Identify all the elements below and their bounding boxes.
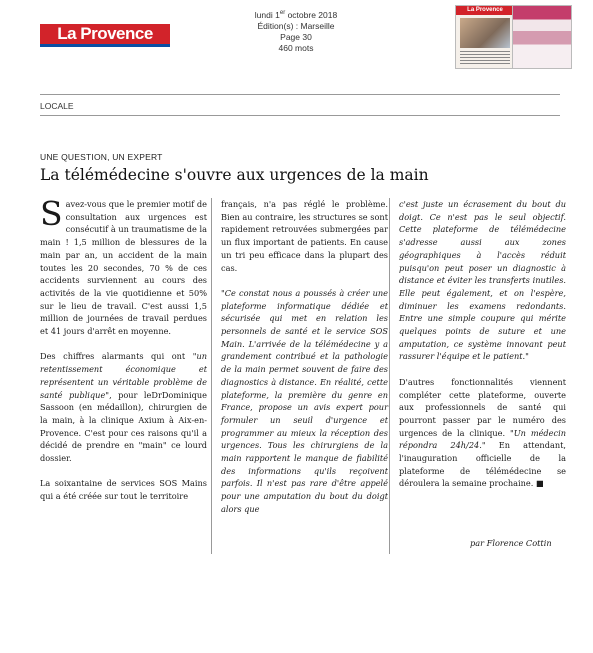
drop-cap: S <box>40 194 63 233</box>
article-column-3 <box>399 198 566 503</box>
article-column-1 <box>40 194 207 516</box>
column-divider <box>211 198 212 554</box>
column-divider <box>389 198 390 554</box>
thumbnail-masthead: La Provence <box>456 6 514 15</box>
article-page-thumbnail[interactable] <box>512 5 572 69</box>
thumbnail-page-image <box>513 6 571 68</box>
paragraph: français, n'a pas réglé le problème. Bien au contraire, les structures se sont rapidement retrouvées submergées par un flux important de patients. En cause un tri peu efficace dans la plupart des cas. <box>221 199 388 273</box>
paragraph: Des chiffres alarmants qui ont "un retentissement économique et représentent un véritable problème de santé publique", pour leDrDominique Sassoon (en médaillon), chirurgien de la main, à la clinique Axium à Aix-en-Provence. C'est pour ces raisons qu'il a décidé de prendre en "main" ce lourd dossier. <box>40 351 207 464</box>
article-title: La télémédecine s'ouvre aux urgences de la main <box>40 166 429 184</box>
thumbnail-photo <box>460 18 510 48</box>
section-label: LOCALE <box>40 101 74 111</box>
article-column-2 <box>221 198 388 528</box>
top-divider <box>40 94 560 95</box>
newspaper-logo: La Provence <box>40 24 170 47</box>
paragraph: Savez-vous que le premier motif de consultation aux urgences est consécutif à un traumatisme de la main ! 1,5 million de blessures de la main par an, un accident de la main toutes les 20 secondes, 70 % de ces accidents surviennent au cours des activités de la vie quotidienne et 50% sur le lieu de travail. C'est aussi 1,5 million de journées de travail perdues et 41 jours d'arrêt en moyenne. <box>40 194 207 337</box>
section-divider <box>40 115 560 116</box>
paragraph: La soixantaine de services SOS Mains qui a été créée sur tout le territoire <box>40 478 207 502</box>
article-byline: par Florence Cottin <box>470 538 552 548</box>
quote-paragraph: "Ce constat nous a poussés à créer une plateforme informatique dédiée et sécurisée qui met en relation les personnels de santé et le service SOS Main. L'arrivée de la télémédecine y a grandement contribué et la pathologie de la main permet souvent de faire des diagnostics à distance. En réalité, cette plateforme, la première du genre en France, propose un avis expert pour formuler un seuil d'urgence et programmer au mieux la réception des urgences. Tous les chirurgiens de la main rapportent le manque de fiabilité des informations qu'ils reçoivent parfois. Il n'est pas rare d'être appelé pour une amputation du bout du doigt alors que <box>221 287 388 514</box>
quote: "un retentissement économique et représentent un véritable problème de santé publique" <box>40 351 207 400</box>
quote: "Un médecin répondra 24h/24." <box>399 427 566 451</box>
publication-date: lundi 1er octobre 2018 <box>254 9 338 20</box>
publication-page: Page 30 <box>280 31 312 42</box>
front-page-thumbnail[interactable] <box>455 5 515 69</box>
end-mark: ■ <box>535 478 544 489</box>
quote-paragraph: c'est juste un écrasement du bout du doigt. Ce n'est pas le seul objectif. Cette plateforme de télémédecine s'adresse aussi aux zones géographiques à l'accès réduit puisqu'on peut poser un diagnostic à distance et éviter les transferts inutiles. Elle peut également, et on l'espère, diminuer les examens redondants. Entre une simple coupure qui mérite quelques points de suture et une amputation, ce système innovant peut rassurer l'équipe et le patient." <box>399 199 566 362</box>
publication-info <box>236 8 356 54</box>
publication-edition: Édition(s) : Marseille <box>257 20 335 31</box>
article-kicker: UNE QUESTION, UN EXPERT <box>40 152 163 162</box>
word-count: 460 mots <box>278 42 314 53</box>
paragraph: D'autres fonctionnalités viennent compléter cette plateforme, ouverte aux professionnels de santé qui pourront passer par le numéro des urgences de la clinique. "Un médecin répondra 24h/24." En attendant, l'inauguration officielle de la plateforme de télémédecine se déroulera la semaine prochaine. ■ <box>399 376 566 489</box>
thumbnail-text-lines <box>460 51 510 65</box>
